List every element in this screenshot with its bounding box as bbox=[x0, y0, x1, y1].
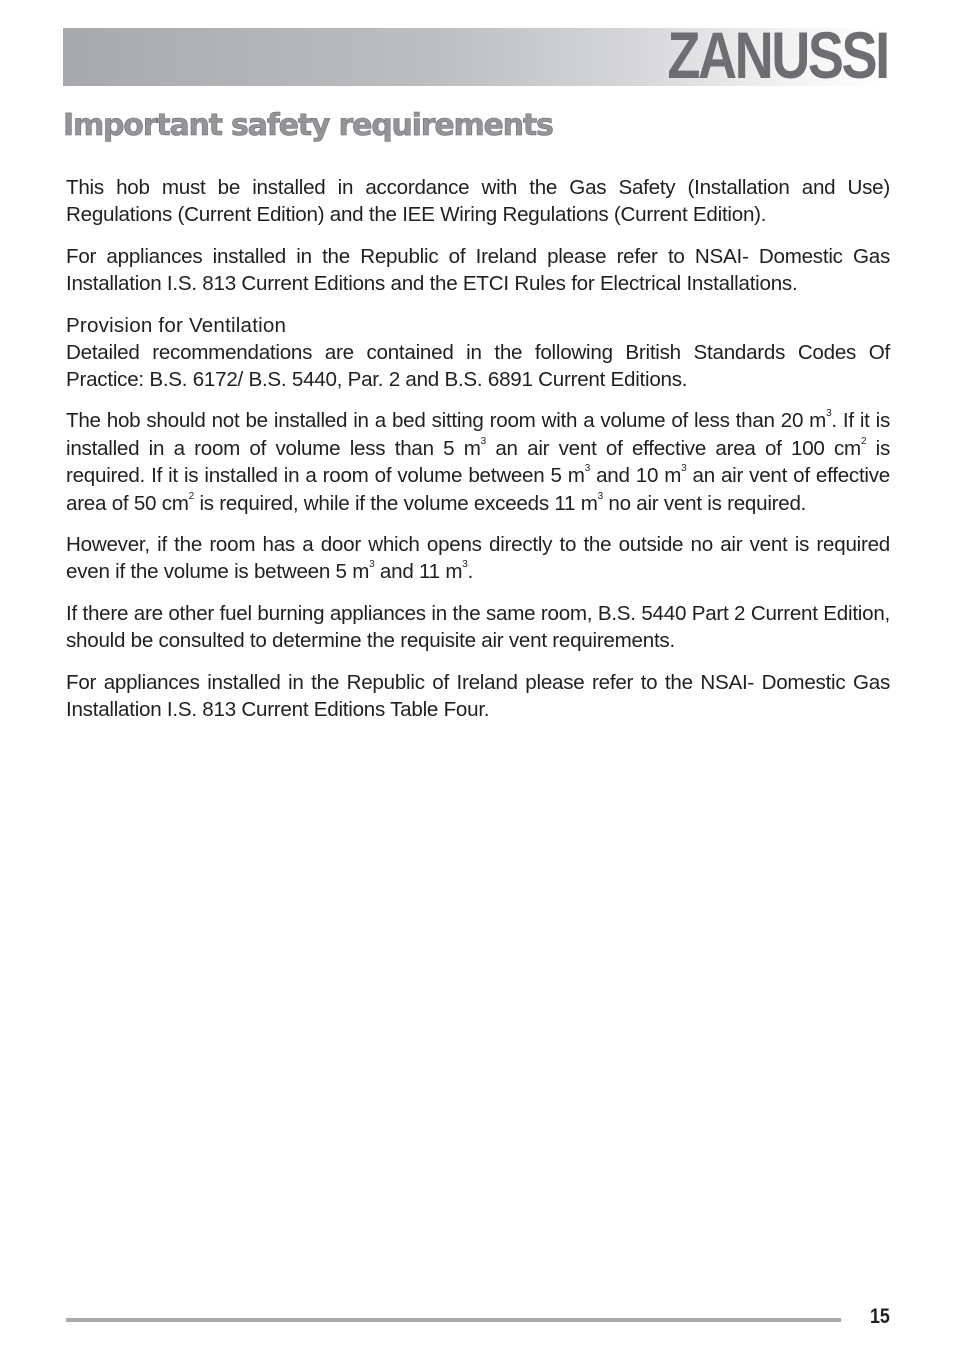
superscript: 3 bbox=[369, 559, 375, 571]
paragraph-ireland-table-four: For appliances installed in the Republic of Ireland please refer to the NSAI- Domestic Gas Installation I.S. 813 Current Editions Table Four. bbox=[66, 670, 890, 722]
document-body bbox=[66, 174, 890, 738]
superscript: 3 bbox=[462, 559, 468, 571]
superscript: 2 bbox=[860, 435, 867, 447]
paragraph-installation-regulations: This hob must be installed in accordance with the Gas Safety (Installation and Use) Regulations (Current Edition) and the IEE Wiring Regulations (Current Edition). bbox=[66, 176, 890, 227]
superscript: 3 bbox=[480, 435, 486, 447]
brand-logo: ZANUSSI bbox=[667, 18, 888, 92]
text-run: no air vent is required. bbox=[602, 491, 807, 515]
text-run: However, if the room has a door which opens directly to the outside no air vent is required even if the volume is between 5 m bbox=[66, 533, 890, 584]
text-run: and 10 m bbox=[590, 464, 682, 488]
paragraph-room-volume bbox=[66, 407, 890, 517]
paragraph-ireland-regulations: For appliances installed in the Republic of Ireland please refer to NSAI- Domestic Gas Installation I.S. 813 Current Editions and the ETCI Rules for Electrical Installations. bbox=[66, 244, 890, 296]
page-title: Important safety requirements bbox=[63, 108, 553, 143]
paragraph-other-appliances: If there are other fuel burning appliances in the same room, B.S. 5440 Part 2 Current Edition, should be consulted to determine the requisite air vent requirements. bbox=[66, 601, 890, 653]
page-number: 15 bbox=[870, 1305, 890, 1328]
text-run: an air vent of effective area of 50 cm bbox=[66, 464, 890, 515]
paragraph-british-standards: Detailed recommendations are contained in the following British Standards Codes Of Practice: B.S. 6172/ B.S. 5440, Par. 2 and B.S. 6891 Current Editions. bbox=[66, 340, 890, 392]
superscript: 3 bbox=[597, 490, 603, 502]
superscript: 3 bbox=[681, 463, 687, 475]
text-run: an air vent of effective area of 100 cm bbox=[485, 436, 861, 460]
superscript: 2 bbox=[188, 490, 194, 502]
text-run: . If it is installed in a room of volume less than 5 m bbox=[66, 409, 890, 460]
footer-rule bbox=[66, 1318, 841, 1322]
text-run: is required, while if the volume exceeds 11 m bbox=[193, 491, 598, 515]
text-run: is required. If it is installed in a room of volume between 5 m bbox=[66, 436, 891, 488]
superscript: 3 bbox=[584, 463, 590, 475]
text-run: and 11 m bbox=[374, 560, 463, 584]
superscript: 3 bbox=[826, 408, 832, 420]
text-run: . bbox=[467, 560, 474, 584]
paragraph-outside-door bbox=[66, 531, 890, 586]
text-run: The hob should not be installed in a bed sitting room with a volume of less than 20 m bbox=[66, 409, 827, 433]
section-heading-ventilation: Provision for Ventilation bbox=[66, 313, 287, 337]
